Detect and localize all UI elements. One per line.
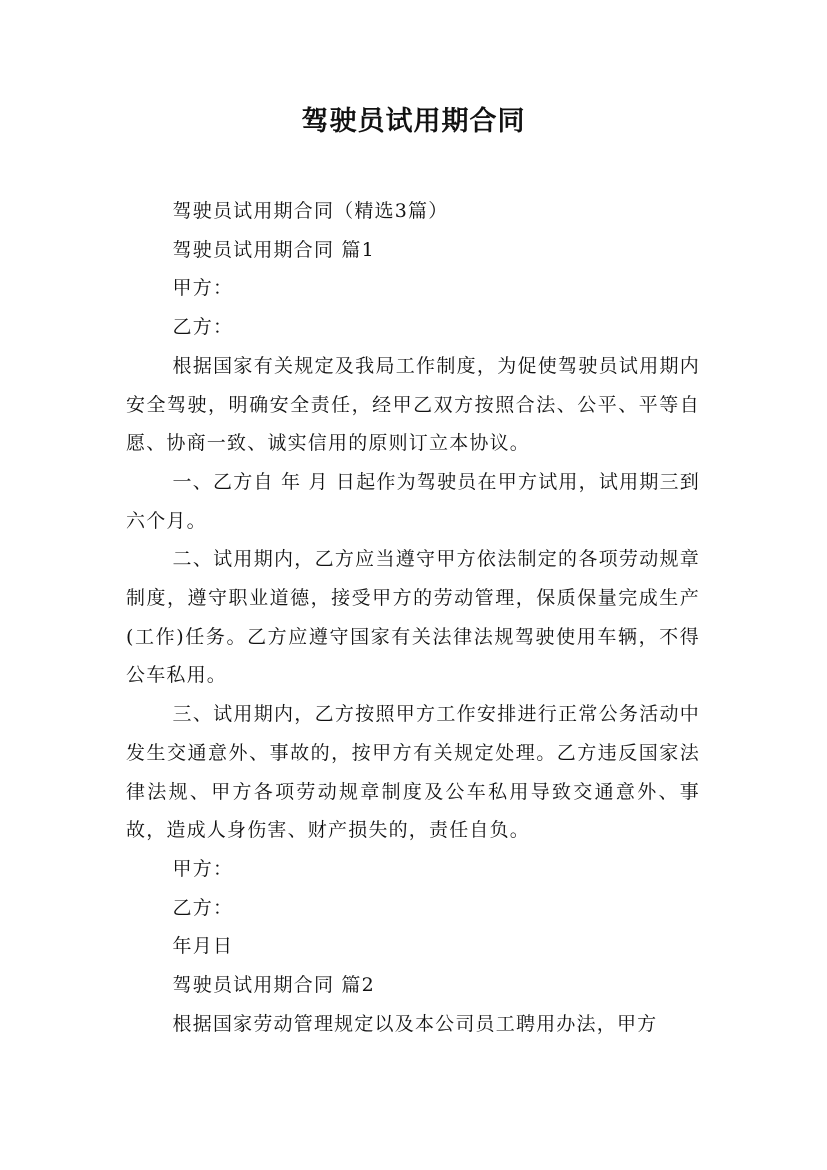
section-heading-part-2: 驾驶员试用期合同 篇2 <box>172 974 375 997</box>
paragraph-part-2-intro: 根据国家劳动管理规定以及本公司员工聘用办法，甲方 <box>172 1012 658 1035</box>
clause-two: 二、试用期内，乙方应当遵守甲方依法制定的各项劳动规章制度，遵守职业道德，接受甲方的劳动管理，保质保量完成生产(工作)任务。乙方应遵守国家有关法律法规驾驶使用车辆，不得公车私用。 <box>126 548 700 687</box>
signature-party-a: 甲方： <box>172 857 234 880</box>
clause-one: 一、乙方自 年 月 日起作为驾驶员在甲方试用，试用期三到六个月。 <box>126 470 700 532</box>
document-title: 驾驶员试用期合同 <box>301 106 526 137</box>
signature-date: 年月日 <box>172 935 234 958</box>
section-heading-part-1: 驾驶员试用期合同 篇1 <box>172 238 375 261</box>
paragraph-preamble: 根据国家有关规定及我局工作制度，为促使驾驶员试用期内安全驾驶，明确安全责任，经甲乙双方按照合法、公平、平等自愿、协商一致、诚实信用的原则订立本协议。 <box>126 354 700 455</box>
party-a-label: 甲方： <box>172 277 234 300</box>
party-b-label: 乙方： <box>172 316 234 339</box>
document-body <box>126 192 700 1043</box>
clause-three: 三、试用期内，乙方按照甲方工作安排进行正常公务活动中发生交通意外、事故的，按甲方有关规定处理。乙方违反国家法律法规、甲方各项劳动规章制度及公车私用导致交通意外、事故，造成人身伤害、财产损失的，责任自负。 <box>126 703 700 842</box>
paragraph-heading: 驾驶员试用期合同（精选3篇） <box>172 200 449 222</box>
signature-party-b: 乙方： <box>172 896 234 919</box>
